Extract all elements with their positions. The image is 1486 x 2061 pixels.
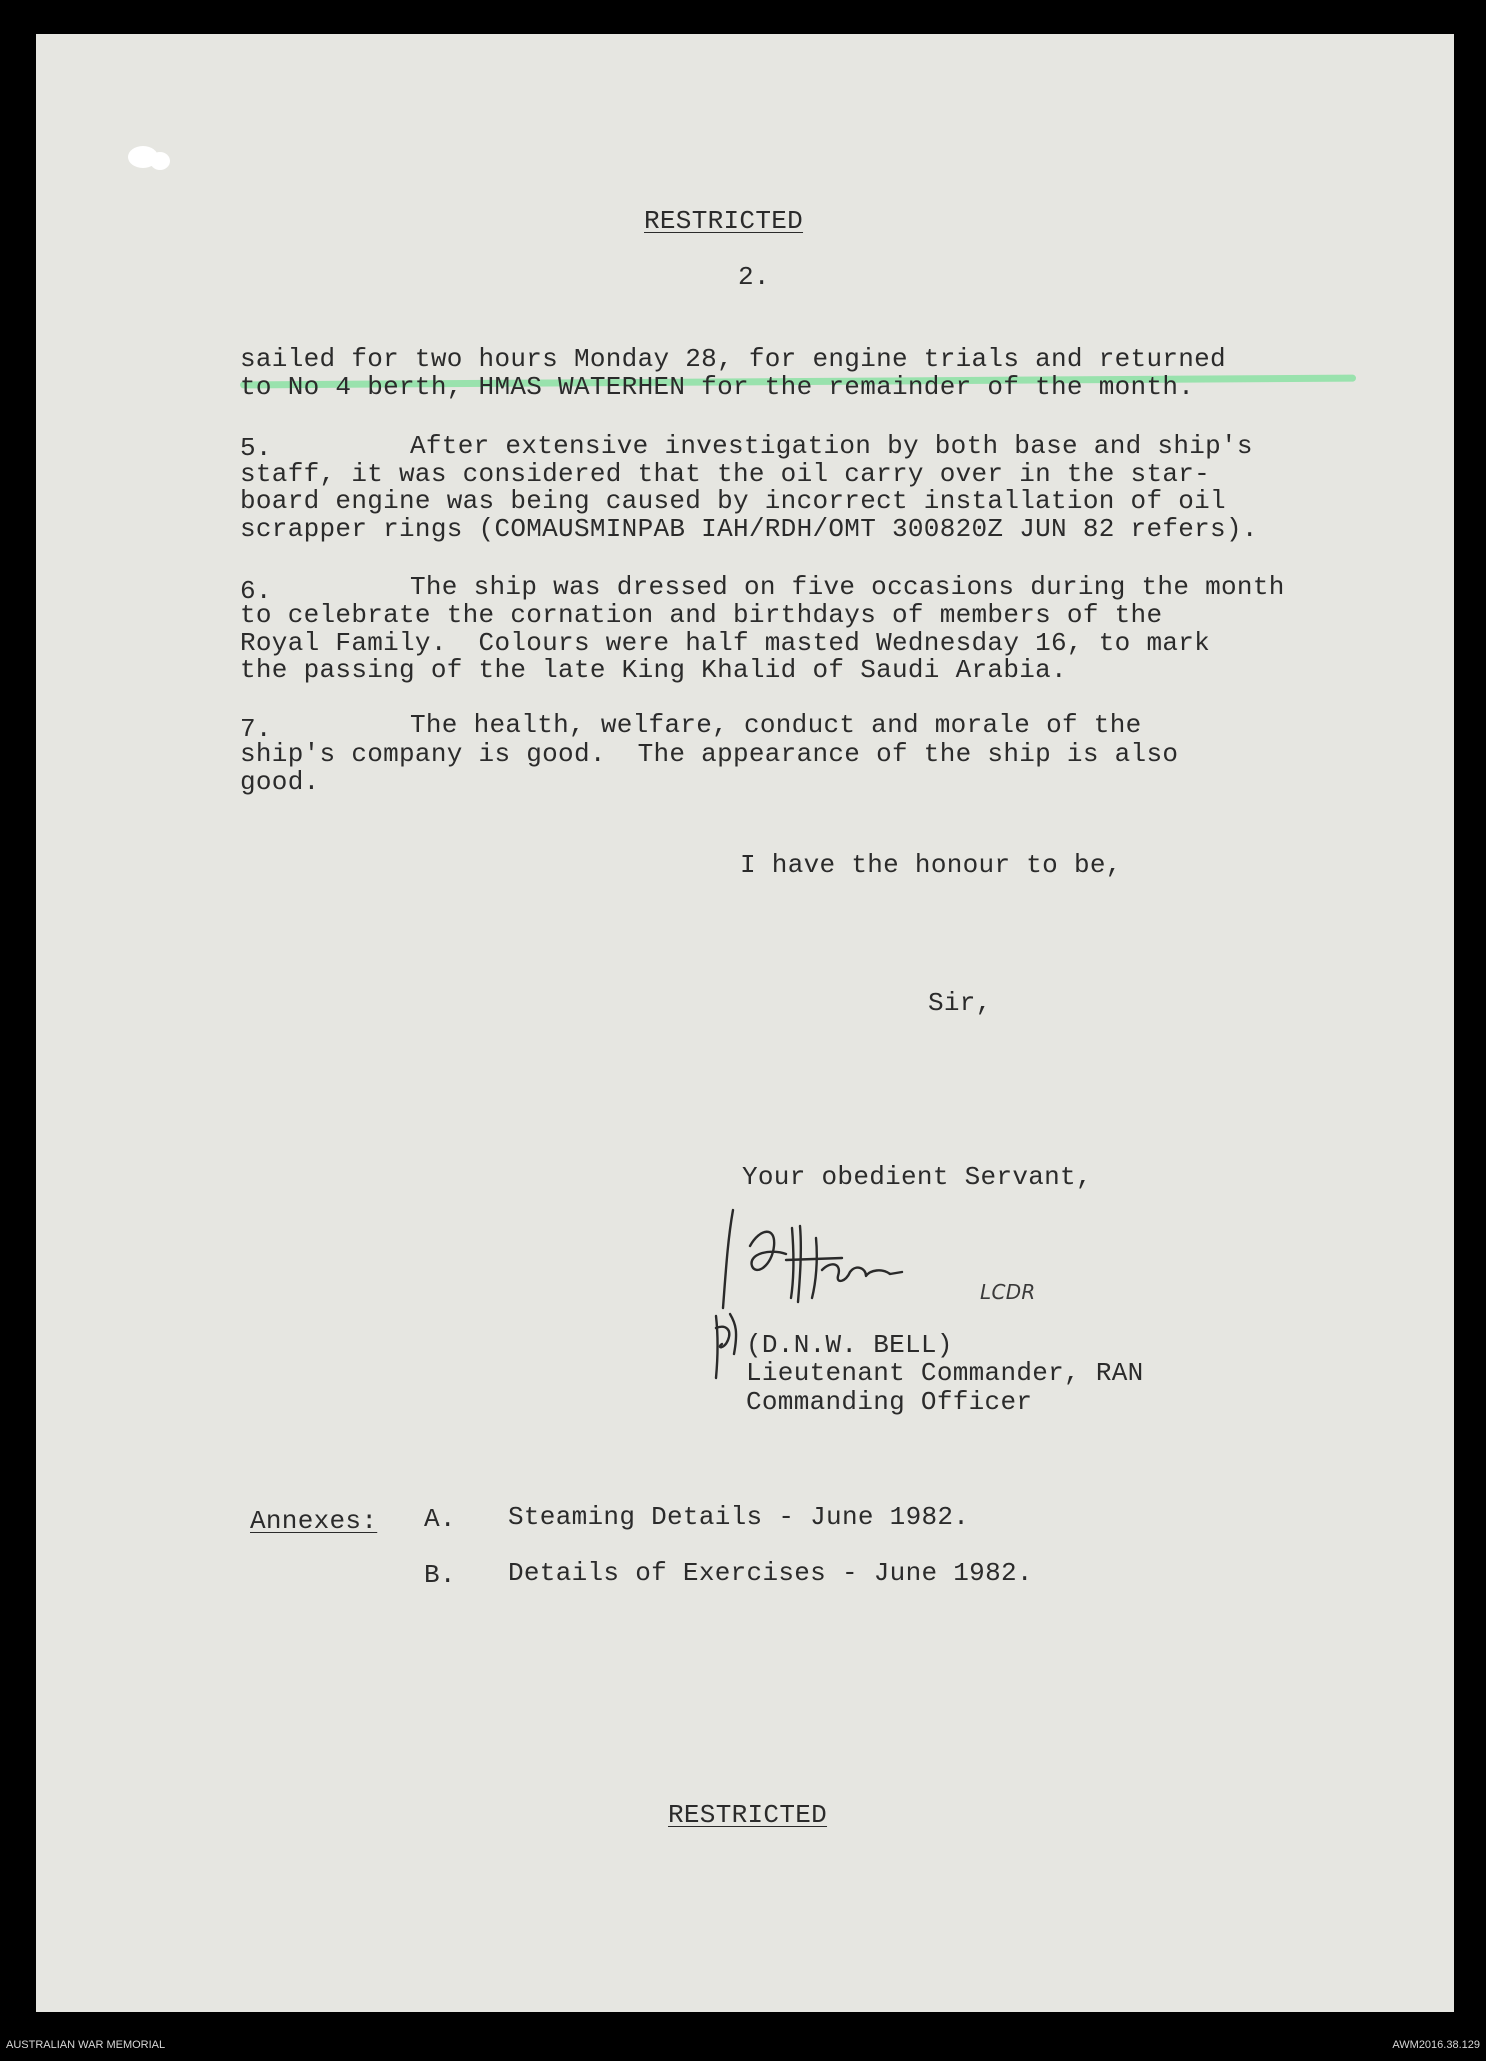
annex-b-text: Details of Exercises - June 1982.	[508, 1558, 1033, 1588]
signature-name: (D.N.W. BELL)	[746, 1330, 953, 1360]
paragraph-6-line-4: the passing of the late King Khalid of Saudi Arabia.	[240, 655, 1067, 685]
paragraph-5-line-2: staff, it was considered that the oil carry over in the star-	[240, 459, 1211, 489]
signature-rank: Lieutenant Commander, RAN	[746, 1358, 1144, 1388]
paragraph-4-line-2: to No 4 berth, HMAS WATERHEN for the remainder of the month.	[240, 372, 1195, 402]
footer-classification: RESTRICTED	[668, 1800, 828, 1830]
signature-rank-note: LCDR	[980, 1280, 1036, 1304]
closing-sir: Sir,	[928, 988, 992, 1018]
paragraph-6-line-2: to celebrate the cornation and birthdays of members of the	[240, 600, 1163, 630]
annexes-label: Annexes:	[250, 1506, 378, 1536]
punch-hole-mark	[150, 152, 170, 170]
paragraph-7-line-3: good.	[240, 767, 320, 797]
page-number: 2.	[738, 262, 770, 292]
paragraph-5-number: 5.	[240, 433, 272, 463]
paragraph-5-line-1: After extensive investigation by both base and ship's	[410, 431, 1253, 461]
paragraph-6-line-3: Royal Family. Colours were half masted Wednesday 16, to mark	[240, 628, 1211, 658]
credit-left: AUSTRALIAN WAR MEMORIAL	[6, 2039, 166, 2051]
paragraph-4-line-1: sailed for two hours Monday 28, for engine trials and returned	[240, 344, 1226, 374]
paragraph-7-number: 7.	[240, 714, 272, 744]
annex-a-text: Steaming Details - June 1982.	[508, 1502, 970, 1532]
paragraph-6-line-1: The ship was dressed on five occasions during the month	[410, 572, 1285, 602]
header-classification: RESTRICTED	[644, 206, 804, 236]
annex-b-letter: B.	[424, 1560, 456, 1590]
closing-servant: Your obedient Servant,	[742, 1162, 1092, 1192]
annex-a-letter: A.	[424, 1504, 456, 1534]
paragraph-6-number: 6.	[240, 576, 272, 606]
closing-honour: I have the honour to be,	[740, 850, 1122, 880]
paragraph-5-line-3: board engine was being caused by incorrect installation of oil	[240, 486, 1226, 516]
credit-right: AWM2016.38.129	[1392, 2039, 1480, 2051]
signature-role: Commanding Officer	[746, 1387, 1033, 1417]
paragraph-7-line-1: The health, welfare, conduct and morale of the	[410, 710, 1142, 740]
document-page	[36, 34, 1454, 2012]
paragraph-7-line-2: ship's company is good. The appearance of the ship is also	[240, 739, 1179, 769]
paragraph-5-line-4: scrapper rings (COMAUSMINPAB IAH/RDH/OMT 300820Z JUN 82 refers).	[240, 514, 1258, 544]
